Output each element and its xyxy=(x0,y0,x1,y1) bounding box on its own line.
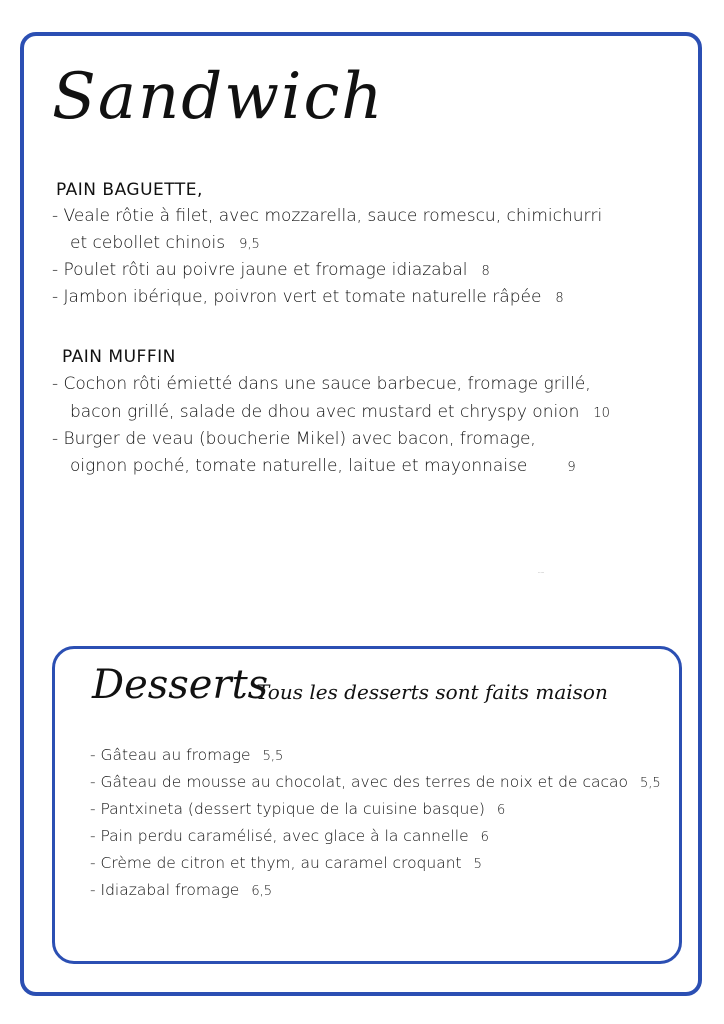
price: 5 xyxy=(473,857,482,872)
page-title: Sandwich xyxy=(52,60,385,134)
price: 6 xyxy=(480,830,489,845)
price: 5,5 xyxy=(640,776,661,791)
price: 9,5 xyxy=(239,237,260,252)
menu-item-line: - Burger de veau (boucherie Mikel) avec bacon, fromage, xyxy=(52,429,536,449)
dessert-item: - Gâteau au fromage 5,5 xyxy=(90,746,284,764)
menu-item-line: bacon grillé, salade de dhou avec mustard et chryspy onion 10 xyxy=(70,402,610,422)
dessert-item: - Gâteau de mousse au chocolat, avec des terres de noix et de cacao 5,5 xyxy=(90,773,661,791)
menu-item-line: - Poulet rôti au poivre jaune et fromage idiazabal 8 xyxy=(52,260,490,280)
section-title-baguette: PAIN BAGUETTE, xyxy=(56,180,203,200)
tiny-mark: ····· xyxy=(538,570,545,575)
price: 9 xyxy=(567,460,576,475)
menu-item-line: et cebollet chinois 9,5 xyxy=(70,233,260,253)
price: 6,5 xyxy=(251,884,273,899)
menu-item-line: - Cochon rôti émietté dans une sauce barbecue, fromage grillé, xyxy=(52,374,591,394)
dessert-item: - Idiazabal fromage 6,5 xyxy=(90,881,273,899)
dessert-item: - Pain perdu caramélisé, avec glace à la cannelle 6 xyxy=(90,827,489,845)
price: 6 xyxy=(496,803,506,818)
menu-item-line: - Jambon ibérique, poivron vert et tomate naturelle râpée 8 xyxy=(52,287,564,307)
section-title-muffin: PAIN MUFFIN xyxy=(62,347,176,367)
dessert-item: - Crème de citron et thym, au caramel croquant 5 xyxy=(90,854,482,872)
price: 10 xyxy=(593,406,610,421)
price: 8 xyxy=(481,264,490,279)
price: 5,5 xyxy=(262,749,284,764)
desserts-subtitle: Tous les desserts sont faits maison xyxy=(256,680,608,704)
dessert-item: - Pantxineta (dessert typique de la cuisine basque) 6 xyxy=(90,800,506,818)
desserts-title: Desserts xyxy=(92,662,269,708)
menu-item-line: oignon poché, tomate naturelle, laitue et mayonnaise 9 xyxy=(70,456,576,476)
menu-item-line: - Veale rôtie à filet, avec mozzarella, sauce romescu, chimichurri xyxy=(52,206,603,226)
price: 8 xyxy=(555,291,564,306)
